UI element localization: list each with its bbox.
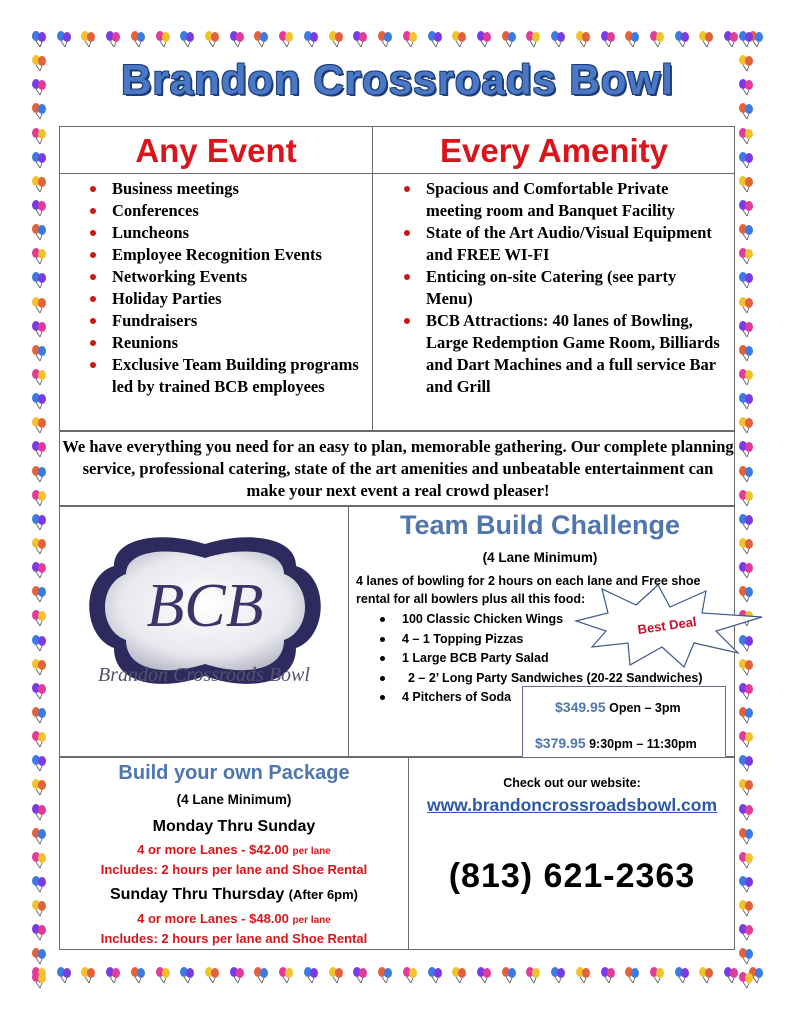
balloon-icon <box>277 30 295 48</box>
balloon-icon <box>154 30 172 48</box>
package-includes: Includes: 2 hours per lane and Shoe Rental <box>100 862 368 877</box>
balloon-icon <box>737 561 755 579</box>
balloon-icon <box>697 966 715 984</box>
balloon-icon <box>450 30 468 48</box>
list-item: 1 Large BCB Party Salad <box>374 649 703 669</box>
balloon-icon <box>426 30 444 48</box>
logo-initials: BCB <box>146 572 264 640</box>
balloon-icon <box>178 30 196 48</box>
balloon-icon <box>30 851 48 869</box>
balloon-icon <box>30 899 48 917</box>
balloon-icon <box>30 923 48 941</box>
balloon-icon <box>737 803 755 821</box>
balloon-icon <box>203 30 221 48</box>
balloon-icon <box>500 966 518 984</box>
bullet-icon <box>404 186 410 192</box>
balloon-icon <box>79 30 97 48</box>
day-range-heading: Sunday Thru Thursday (After 6pm) <box>109 886 359 903</box>
balloon-icon <box>737 175 755 193</box>
balloon-icon <box>737 54 755 72</box>
balloon-icon <box>737 344 755 362</box>
balloon-icon <box>30 778 48 796</box>
balloon-icon <box>30 223 48 241</box>
balloon-icon <box>30 827 48 845</box>
bullet-icon <box>90 208 96 214</box>
balloon-icon <box>737 754 755 772</box>
balloon-icon <box>737 851 755 869</box>
balloon-icon <box>30 127 48 145</box>
intro-text: We have everything you need for an easy to plan, memorable gathering. Our complete planning service, professional catering, state of the art amenities and unbeatable entertainment can make your next event a real crowd pleaser! <box>62 437 734 500</box>
bullet-icon <box>90 252 96 258</box>
list-item: 100 Classic Chicken Wings <box>374 610 703 630</box>
day-range-heading: Monday Thru Sunday <box>152 818 316 835</box>
balloon-icon <box>302 30 320 48</box>
balloon-icon <box>351 966 369 984</box>
balloon-icon <box>475 30 493 48</box>
bullet-icon <box>380 617 385 622</box>
balloon-icon <box>737 199 755 217</box>
balloon-icon <box>574 966 592 984</box>
price-box <box>522 686 726 758</box>
best-deal-badge: Best Deal <box>636 613 698 638</box>
balloon-icon <box>55 30 73 48</box>
balloon-icon <box>30 416 48 434</box>
bullet-icon <box>404 230 410 236</box>
balloon-border-left <box>30 30 54 990</box>
bullet-icon <box>90 274 96 280</box>
balloon-icon <box>30 947 48 965</box>
balloon-icon <box>277 966 295 984</box>
balloon-icon <box>104 30 122 48</box>
balloon-icon <box>623 30 641 48</box>
any-event-heading: Any Event <box>135 132 297 169</box>
list-item: State of the Art Audio/Visual Equipment and FREE WI-FI <box>396 222 726 266</box>
balloon-icon <box>30 320 48 338</box>
build-package-minimum: (4 Lane Minimum) <box>176 792 292 807</box>
any-event-list <box>82 178 367 398</box>
balloon-icon <box>648 30 666 48</box>
balloon-icon <box>30 609 48 627</box>
package-includes: Includes: 2 hours per lane and Shoe Rental <box>100 931 368 946</box>
build-package-title: Build your own Package <box>118 762 350 784</box>
list-item: Employee Recognition Events <box>82 244 367 266</box>
balloon-icon <box>599 966 617 984</box>
balloon-icon <box>30 296 48 314</box>
bullet-icon <box>90 362 96 368</box>
team-build-title: Team Build Challenge <box>399 510 681 540</box>
balloon-icon <box>129 966 147 984</box>
balloon-icon <box>737 730 755 748</box>
balloon-border-right <box>737 30 761 990</box>
balloon-icon <box>228 966 246 984</box>
balloon-icon <box>30 875 48 893</box>
list-item: Luncheons <box>82 222 367 244</box>
balloon-icon <box>737 368 755 386</box>
balloon-icon <box>104 966 122 984</box>
balloon-icon <box>376 966 394 984</box>
bullet-icon <box>380 695 385 700</box>
balloon-icon <box>30 175 48 193</box>
bullet-icon <box>404 274 410 280</box>
balloon-icon <box>737 392 755 410</box>
balloon-icon <box>737 440 755 458</box>
balloon-icon <box>30 585 48 603</box>
lane-price: 4 or more Lanes - $48.00 per lane <box>137 911 331 926</box>
list-item: Networking Events <box>82 266 367 288</box>
balloon-icon <box>599 30 617 48</box>
balloon-icon <box>30 561 48 579</box>
balloon-icon <box>30 489 48 507</box>
balloon-icon <box>30 30 48 48</box>
list-item: Spacious and Comfortable Private meeting room and Banquet Facility <box>396 178 726 222</box>
balloon-icon <box>737 102 755 120</box>
bullet-icon <box>380 637 385 642</box>
balloon-icon <box>30 54 48 72</box>
every-amenity-heading: Every Amenity <box>439 132 669 169</box>
balloon-icon <box>376 30 394 48</box>
section-divider <box>348 506 349 757</box>
balloon-icon <box>327 30 345 48</box>
balloon-icon <box>302 966 320 984</box>
logo-name: Brandon Crossroads Bowl <box>98 664 310 686</box>
website-link[interactable]: www.brandoncrossroadsbowl.com <box>426 795 718 815</box>
bullet-icon <box>380 656 385 661</box>
balloon-icon <box>30 803 48 821</box>
balloon-icon <box>524 966 542 984</box>
balloon-icon <box>737 30 755 48</box>
list-item: 4 Pitchers of Soda <box>374 688 703 708</box>
bullet-icon <box>90 186 96 192</box>
price-line: $379.95 9:30pm – 11:30pm <box>535 735 697 751</box>
balloon-icon <box>737 223 755 241</box>
balloon-icon <box>673 966 691 984</box>
list-item: 2 – 2’ Long Party Sandwiches (20-22 Sandwiches) <box>374 669 703 689</box>
price-line: $349.95 Open – 3pm <box>555 699 681 715</box>
balloon-icon <box>252 30 270 48</box>
list-item: Fundraisers <box>82 310 367 332</box>
heading-divider <box>59 173 735 174</box>
balloon-icon <box>737 489 755 507</box>
balloon-icon <box>30 682 48 700</box>
page-title: Brandon Crossroads Bowl <box>121 56 674 103</box>
balloon-icon <box>30 392 48 410</box>
balloon-border-bottom <box>30 966 765 990</box>
balloon-icon <box>30 151 48 169</box>
balloon-border-top <box>30 30 765 54</box>
bullet-icon <box>90 296 96 302</box>
balloon-icon <box>697 30 715 48</box>
balloon-icon <box>648 966 666 984</box>
balloon-icon <box>401 966 419 984</box>
balloon-icon <box>737 899 755 917</box>
balloon-icon <box>327 966 345 984</box>
balloon-icon <box>203 966 221 984</box>
balloon-icon <box>737 465 755 483</box>
bullet-icon <box>90 340 96 346</box>
balloon-icon <box>426 966 444 984</box>
list-item: Reunions <box>82 332 367 354</box>
bullet-icon <box>90 230 96 236</box>
list-item: BCB Attractions: 40 lanes of Bowling, Large Redemption Game Room, Billiards and Dart Machines and a full service Bar and Grill <box>396 310 726 398</box>
balloon-icon <box>30 465 48 483</box>
balloon-icon <box>673 30 691 48</box>
balloon-icon <box>737 682 755 700</box>
balloon-icon <box>737 416 755 434</box>
balloon-icon <box>737 537 755 555</box>
balloon-icon <box>30 513 48 531</box>
team-build-description: 4 lanes of bowling for 2 hours on each lane and Free shoe rental for all bowlers plus all this food: <box>356 574 701 606</box>
list-item: Holiday Parties <box>82 288 367 310</box>
balloon-icon <box>524 30 542 48</box>
balloon-icon <box>30 247 48 265</box>
balloon-icon <box>737 778 755 796</box>
team-build-minimum: (4 Lane Minimum) <box>482 550 598 565</box>
balloon-icon <box>30 440 48 458</box>
balloon-icon <box>129 30 147 48</box>
balloon-icon <box>623 966 641 984</box>
balloon-icon <box>30 971 48 989</box>
balloon-icon <box>30 199 48 217</box>
balloon-icon <box>549 966 567 984</box>
balloon-icon <box>450 966 468 984</box>
balloon-icon <box>737 971 755 989</box>
balloon-icon <box>30 658 48 676</box>
balloon-icon <box>737 78 755 96</box>
balloon-icon <box>351 30 369 48</box>
balloon-icon <box>737 513 755 531</box>
balloon-icon <box>737 151 755 169</box>
balloon-icon <box>737 271 755 289</box>
balloon-icon <box>30 368 48 386</box>
balloon-icon <box>30 706 48 724</box>
balloon-icon <box>574 30 592 48</box>
list-item: Business meetings <box>82 178 367 200</box>
balloon-icon <box>178 966 196 984</box>
phone-number: (813) 621-2363 <box>448 857 696 895</box>
balloon-icon <box>30 537 48 555</box>
balloon-icon <box>30 344 48 362</box>
list-item: Conferences <box>82 200 367 222</box>
balloon-icon <box>228 30 246 48</box>
balloon-icon <box>737 706 755 724</box>
balloon-icon <box>30 78 48 96</box>
website-label: Check out our website: <box>503 776 641 790</box>
balloon-icon <box>549 30 567 48</box>
column-divider <box>372 126 373 431</box>
balloon-icon <box>737 320 755 338</box>
every-amenity-list <box>396 178 726 398</box>
balloon-icon <box>154 966 172 984</box>
balloon-icon <box>737 296 755 314</box>
balloon-icon <box>737 875 755 893</box>
bullet-icon <box>90 318 96 324</box>
balloon-icon <box>30 730 48 748</box>
list-item: Enticing on-site Catering (see party Menu) <box>396 266 726 310</box>
balloon-icon <box>30 271 48 289</box>
bullet-icon <box>380 676 385 681</box>
bullet-icon <box>404 318 410 324</box>
balloon-icon <box>737 827 755 845</box>
balloon-icon <box>252 966 270 984</box>
balloon-icon <box>737 947 755 965</box>
list-item: Exclusive Team Building programs led by trained BCB employees <box>82 354 367 398</box>
balloon-icon <box>500 30 518 48</box>
balloon-icon <box>55 966 73 984</box>
balloon-icon <box>30 754 48 772</box>
balloon-icon <box>30 102 48 120</box>
list-item: 4 – 1 Topping Pizzas <box>374 630 703 650</box>
balloon-icon <box>737 127 755 145</box>
balloon-icon <box>79 966 97 984</box>
balloon-icon <box>737 247 755 265</box>
balloon-icon <box>475 966 493 984</box>
lane-price: 4 or more Lanes - $42.00 per lane <box>137 842 331 857</box>
balloon-icon <box>737 923 755 941</box>
balloon-icon <box>401 30 419 48</box>
balloon-icon <box>30 634 48 652</box>
